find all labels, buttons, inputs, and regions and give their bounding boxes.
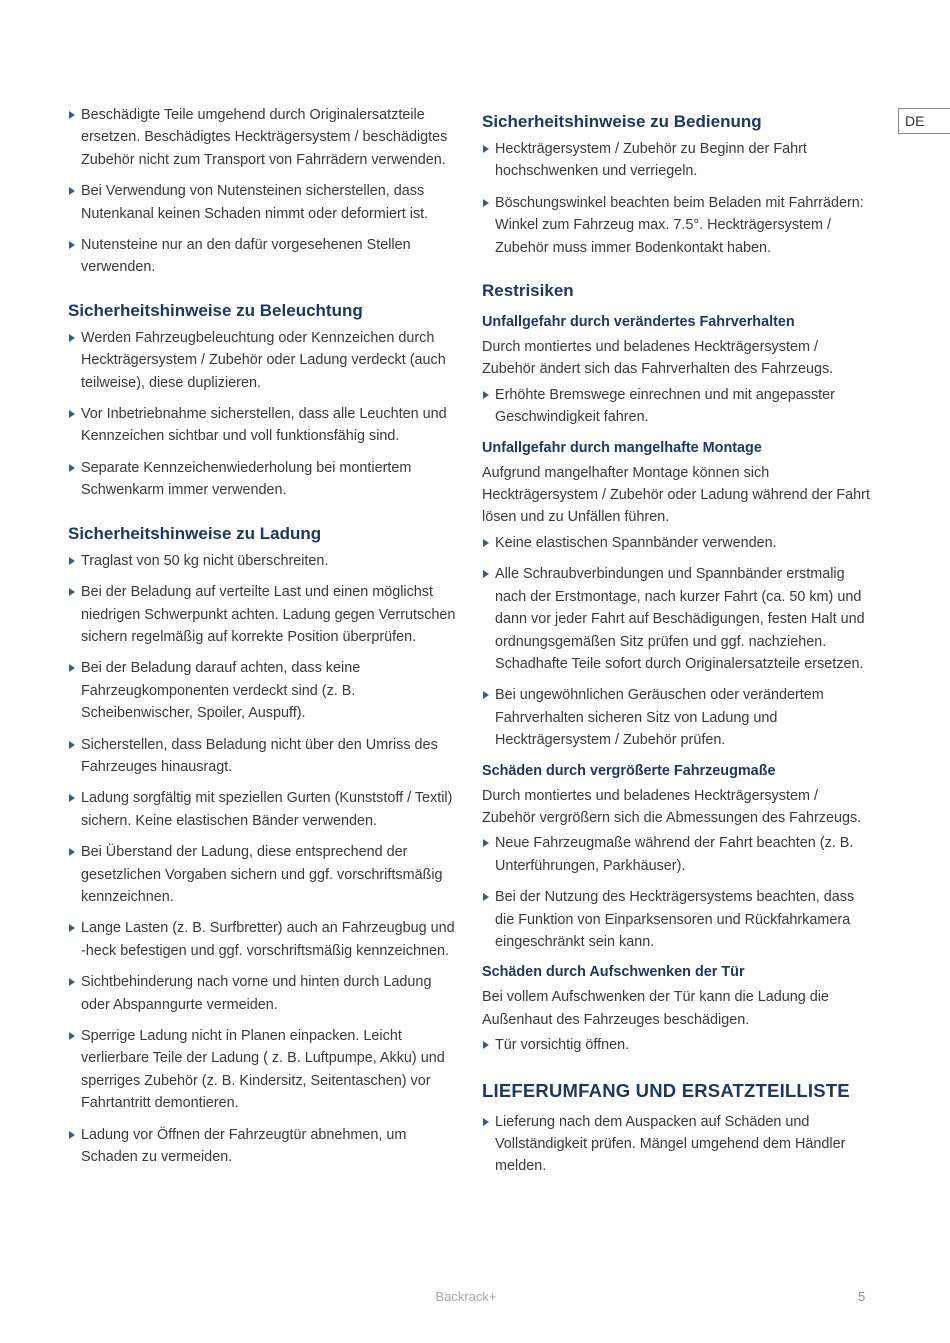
list-item: Beschädigte Teile umgehend durch Originalersatzteile ersetzen. Beschädigtes Heckträgersystem / beschädigtes Zubehör nicht zum Transport von Fahrrädern verwenden. <box>68 104 456 171</box>
list-item: Separate Kennzeichenwiederholung bei montiertem Schwenkarm immer verwenden. <box>68 457 456 502</box>
list-item: Erhöhte Bremswege einrechnen und mit angepasster Geschwindigkeit fahren. <box>482 384 870 429</box>
operation-list <box>482 138 870 259</box>
operation-heading: Sicherheitshinweise zu Bedienung <box>482 112 762 131</box>
driving-risk-text: Durch montiertes und beladenes Heckträgersystem / Zubehör ändert sich das Fahrverhalten des Fahrzeugs. <box>482 339 834 378</box>
delivery-heading: LIEFERUMFANG UND ERSATZTEILLISTE <box>482 1079 850 1101</box>
list-item: Neue Fahrzeugmaße während der Fahrt beachten (z. B. Unterführungen, Parkhäuser). <box>482 832 870 877</box>
list-item: Bei der Beladung auf verteilte Last und einen möglichst niedrigen Schwerpunkt achten. Ladung gegen Verrutschen sichern regelmäßig auf korrekte Position überprüfen. <box>68 581 456 648</box>
mounting-risk-list <box>482 532 870 752</box>
list-item: Tür vorsichtig öffnen. <box>482 1034 870 1056</box>
dimensions-risk-subheading: Schäden durch vergrößerte Fahrzeugmaße <box>482 762 776 779</box>
door-risk-text: Bei vollem Aufschwenken der Tür kann die Ladung die Außenhaut des Fahrzeuges beschädigen. <box>482 989 829 1028</box>
list-item: Sperrige Ladung nicht in Planen einpacken. Leicht verlierbare Teile der Ladung ( z. B. Luftpumpe, Akku) und sperriges Zubehör (z. B. Kindersitz, Seitentaschen) vor Fahrtantritt demontieren. <box>68 1025 456 1115</box>
lighting-heading: Sicherheitshinweise zu Beleuchtung <box>68 300 363 320</box>
list-item: Heckträgersystem / Zubehör zu Beginn der Fahrt hochschwenken und verriegeln. <box>482 138 870 183</box>
footer-brand: Backrack+ <box>435 1289 497 1304</box>
load-list <box>68 550 456 1169</box>
list-item: Keine elastischen Spannbänder verwenden. <box>482 532 870 554</box>
list-item: Werden Fahrzeugbeleuchtung oder Kennzeichen durch Heckträgersystem / Zubehör oder Ladung verdeckt (auch teilweise), diese duplizieren. <box>68 327 456 394</box>
list-item: Ladung sorgfältig mit speziellen Gurten (Kunststoff / Textil) sichern. Keine elastischen Bänder verwenden. <box>68 787 456 832</box>
list-item: Vor Inbetriebnahme sicherstellen, dass alle Leuchten und Kennzeichen sichtbar und voll funktionsfähig sind. <box>68 403 456 448</box>
list-item: Bei Verwendung von Nutensteinen sicherstellen, dass Nutenkanal keinen Schaden nimmt oder deformiert ist. <box>68 180 456 225</box>
driving-risk-subheading: Unfallgefahr durch verändertes Fahrverhalten <box>482 314 795 331</box>
list-item: Ladung vor Öffnen der Fahrzeugtür abnehmen, um Schaden zu vermeiden. <box>68 1124 456 1169</box>
dimensions-risk-list <box>482 832 870 953</box>
residual-risks-heading: Restrisiken <box>482 281 574 301</box>
list-item: Sichtbehinderung nach vorne und hinten durch Ladung oder Abspanngurte vermeiden. <box>68 971 456 1016</box>
list-item: Bei ungewöhnlichen Geräuschen oder verändertem Fahrverhalten sicheren Sitz von Ladung und Heckträgersystem / Zubehör prüfen. <box>482 684 870 751</box>
left-column <box>68 104 456 1177</box>
mounting-risk-text: Aufgrund mangelhafter Montage können sich Heckträgersystem / Zubehör oder Ladung während der Fahrt lösen und zu Unfällen führen. <box>482 464 870 526</box>
door-risk-subheading: Schäden durch Aufschwenken der Tür <box>482 964 745 981</box>
list-item: Lieferung nach dem Auspacken auf Schäden und Vollständigkeit prüfen. Mängel umgehend dem Händler melden. <box>482 1111 870 1178</box>
list-item: Nutensteine nur an den dafür vorgesehenen Stellen verwenden. <box>68 234 456 279</box>
door-risk-list <box>482 1034 870 1056</box>
mounting-risk-subheading: Unfallgefahr durch mangelhafte Montage <box>482 439 762 456</box>
dimensions-risk-text: Durch montiertes und beladenes Heckträgersystem / Zubehör vergrößern sich die Abmessungen des Fahrzeugs. <box>482 787 862 826</box>
delivery-list <box>482 1111 870 1178</box>
list-item: Sicherstellen, dass Beladung nicht über den Umriss des Fahrzeuges hinausragt. <box>68 734 456 779</box>
list-item: Bei der Nutzung des Heckträgersystems beachten, dass die Funktion von Einparksensoren und Rückfahrkamera eingeschränkt sein kann. <box>482 886 870 953</box>
intro-list <box>68 104 456 279</box>
list-item: Traglast von 50 kg nicht überschreiten. <box>68 550 456 572</box>
page-number: 5 <box>858 1289 866 1304</box>
right-column <box>482 104 870 1187</box>
list-item: Alle Schraubverbindungen und Spannbänder erstmalig nach der Erstmontage, nach kurzer Fahrt (ca. 50 km) und dann vor jeder Fahrt auf Beschädigungen, festen Halt und ordnungsgemäßen Sitz prüfen und ggf. nachziehen. Schadhafte Teile sofort durch Originalersatzteile ersetzen. <box>482 563 870 675</box>
language-tab: DE <box>898 108 950 134</box>
lighting-list <box>68 327 456 502</box>
list-item: Bei Überstand der Ladung, diese entsprechend der gesetzlichen Vorgaben sichern und ggf. vorschriftsmäßig kennzeichnen. <box>68 841 456 908</box>
load-heading: Sicherheitshinweise zu Ladung <box>68 523 322 543</box>
list-item: Bei der Beladung darauf achten, dass keine Fahrzeugkomponenten verdeckt sind (z. B. Scheibenwischer, Spoiler, Auspuff). <box>68 657 456 724</box>
list-item: Lange Lasten (z. B. Surfbretter) auch an Fahrzeugbug und -heck befestigen und ggf. vorschriftsmäßig kennzeichnen. <box>68 917 456 962</box>
list-item: Böschungswinkel beachten beim Beladen mit Fahrrädern: Winkel zum Fahrzeug max. 7.5°. Heckträgersystem / Zubehör muss immer Bodenkontakt haben. <box>482 192 870 259</box>
driving-risk-list <box>482 384 870 429</box>
